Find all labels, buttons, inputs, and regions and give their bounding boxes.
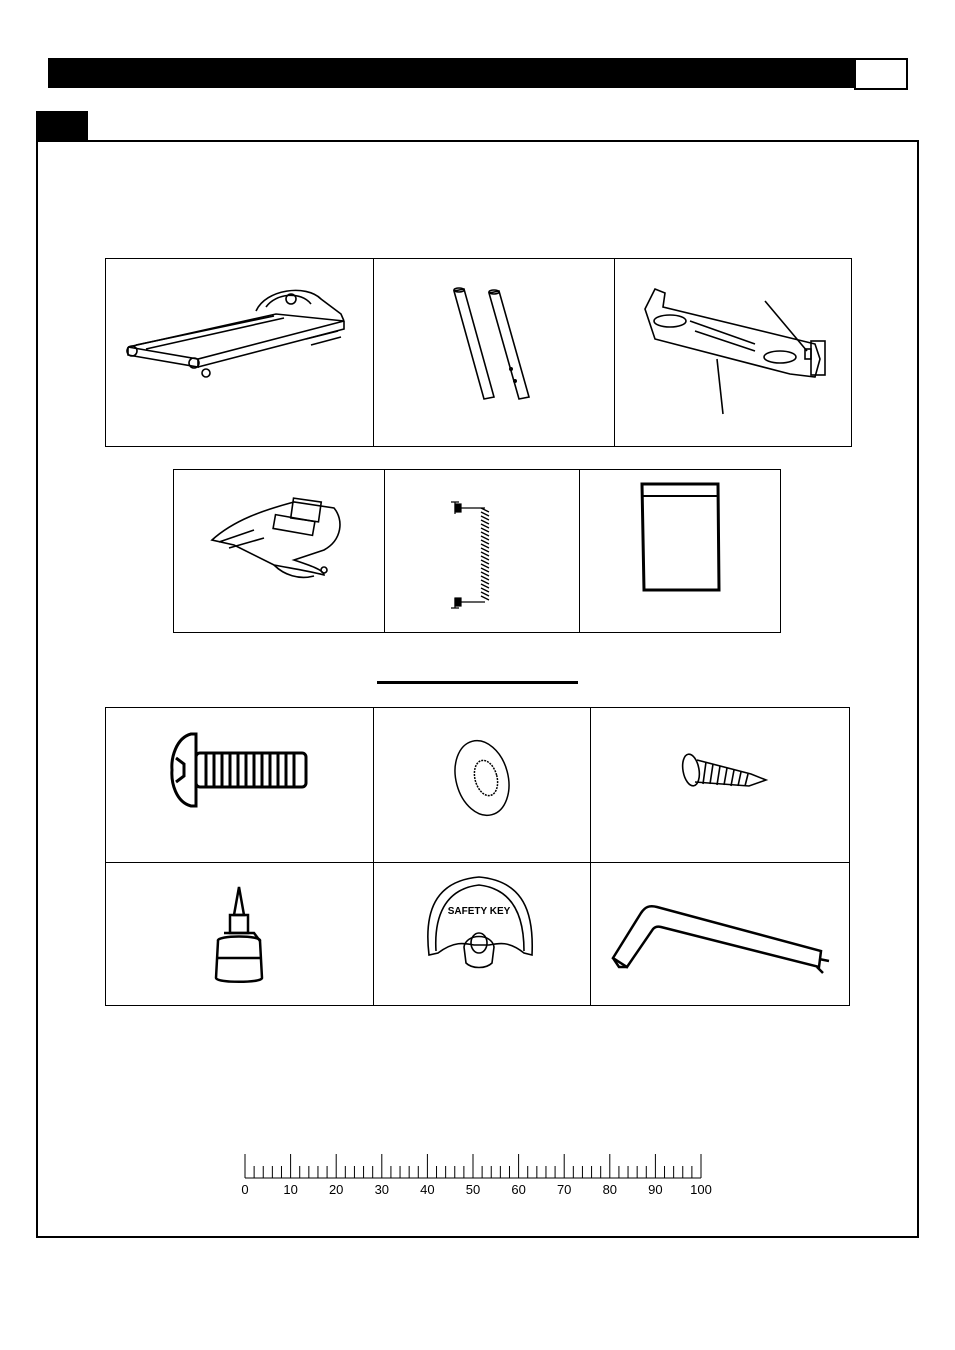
parts-table-row1 [105,258,852,447]
measurement-ruler [240,1152,710,1182]
hardware-cell-safety-key [374,863,591,1006]
page-number-box [854,58,908,90]
ruler-label: 100 [690,1182,712,1197]
coiled-cable-icon [385,470,579,632]
ruler-label: 60 [511,1182,526,1197]
hardware-cell-wrench [591,863,850,1006]
ruler-label: 30 [374,1182,390,1197]
header-bar [48,58,854,88]
part-cell-cable [385,470,580,633]
treadmill-base-icon [106,259,373,446]
hardware-cell-lubricant [106,863,374,1006]
hardware-cell-washer [374,708,591,863]
part-cell-uprights [374,259,615,447]
parts-table-row2 [173,469,781,633]
part-cell-treadmill [106,259,374,447]
allen-wrench-icon [591,863,849,1005]
part-cell-console-frame [615,259,852,447]
upright-tubes-icon [374,259,614,446]
ruler-label: 0 [241,1182,249,1197]
ruler-label: 10 [283,1182,298,1197]
hardware-cell-bolt [106,708,374,863]
console-frame-icon [615,259,851,446]
part-cell-console [174,470,385,633]
ruler-label: 50 [465,1182,481,1197]
bolt-icon [106,708,373,862]
safety-key-icon [374,863,590,1005]
ruler-label: 90 [648,1182,663,1197]
ruler-label: 40 [420,1182,435,1197]
hardware-heading-underline [377,681,578,684]
hardware-table [105,707,850,1006]
lubricant-bottle-icon [106,863,373,1005]
section-tab [36,111,88,141]
ruler-label: 80 [602,1182,618,1197]
screw-icon [591,708,849,862]
ruler-label: 70 [556,1182,572,1197]
ruler-label: 20 [328,1182,344,1197]
hardware-bag-icon [580,470,780,632]
part-cell-bag [580,470,781,633]
console-display-icon [174,470,384,632]
hardware-cell-screw [591,708,850,863]
washer-icon [374,708,590,862]
safety-key-label: SAFETY KEY [447,906,511,917]
